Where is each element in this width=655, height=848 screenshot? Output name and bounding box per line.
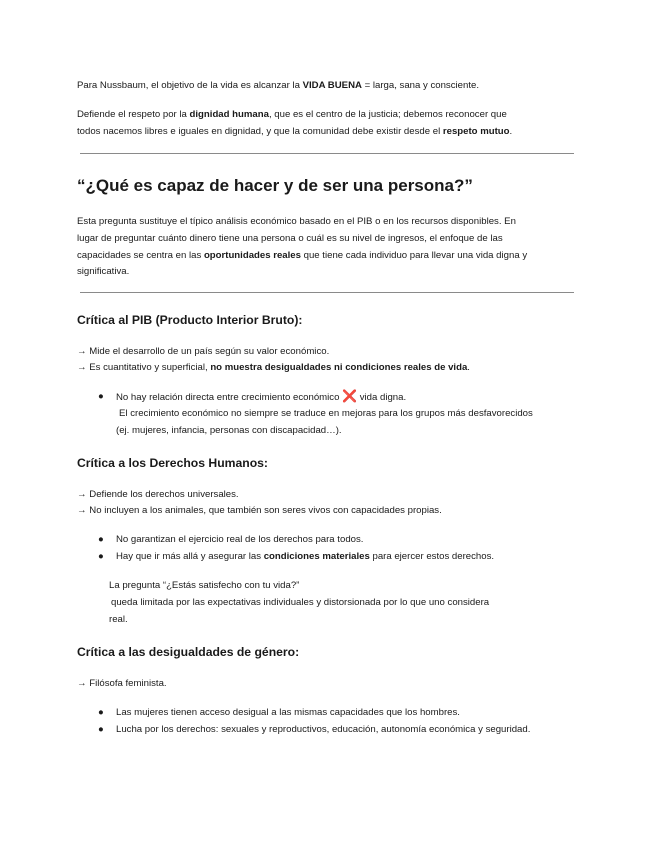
bullet-icon: ● xyxy=(98,724,104,735)
bold-respeto-mutuo: respeto mutuo xyxy=(442,126,510,137)
bold-condiciones-materiales: condiciones materiales xyxy=(263,551,370,562)
text: → Es cuantitativo y superficial, xyxy=(77,362,211,373)
bold-dignidad-humana: dignidad humana xyxy=(189,109,269,120)
text: No hay relación directa entre crecimiento económico xyxy=(116,392,343,403)
bold-no-muestra: no muestra desigualdades ni condiciones reales de vida xyxy=(210,362,468,373)
pib-arrow-1: → Mide el desarrollo de un país según su valor económico. xyxy=(77,346,330,357)
ddhh-arrow-2: → No incluyen a los animales, que también son seres vivos con capacidades propias. xyxy=(77,505,442,516)
question-line-2: lugar de preguntar cuánto dinero tiene una persona o cuál es su nivel de ingresos, el enfoque de las xyxy=(77,233,503,244)
ddhh-note-line-2: queda limitada por las expectativas individuales y distorsionada por lo que uno considera xyxy=(111,597,490,608)
ddhh-note-line-1: La pregunta “¿Estás satisfecho con tu vida?” xyxy=(109,580,300,591)
text: capacidades se centra en las xyxy=(77,250,204,261)
ddhh-heading: Crítica a los Derechos Humanos: xyxy=(77,456,268,470)
question-line-1: Esta pregunta sustituye el típico análisis económico basado en el PIB o en los recursos disponibles. En xyxy=(77,216,516,227)
text: vida digna. xyxy=(357,392,407,403)
question-heading: “¿Qué es capaz de hacer y de ser una persona?” xyxy=(77,176,473,195)
text: Hay que ir más allá y asegurar las xyxy=(116,551,264,562)
ddhh-note-line-3: real. xyxy=(109,614,128,625)
genero-bullet-2: Lucha por los derechos: sexuales y reproductivos, educación, autonomía económica y seguridad. xyxy=(116,724,531,735)
cross-mark-icon: ❌ xyxy=(342,389,358,403)
bullet-icon: ● xyxy=(98,391,104,402)
text: que tiene cada individuo para llevar una vida digna y xyxy=(300,250,528,261)
question-line-3 xyxy=(77,248,527,263)
bullet-icon: ● xyxy=(98,551,104,562)
text: todos nacemos libres e iguales en dignidad, y que la comunidad debe existir desde el xyxy=(77,126,443,137)
pib-bullet-line-1 xyxy=(116,389,406,405)
bullet-icon: ● xyxy=(98,707,104,718)
bullet-icon: ● xyxy=(98,534,104,545)
text: para ejercer estos derechos. xyxy=(369,551,495,562)
question-line-4: significativa. xyxy=(77,266,130,277)
pib-arrow-2 xyxy=(77,360,470,375)
pib-bullet-line-2: El crecimiento económico no siempre se traduce en mejoras para los grupos más desfavorecidos xyxy=(119,408,533,419)
text: . xyxy=(509,126,513,137)
divider xyxy=(80,292,574,293)
text: = larga, sana y consciente. xyxy=(361,80,479,91)
ddhh-arrow-1: → Defiende los derechos universales. xyxy=(77,489,239,500)
text: Defiende el respeto por la xyxy=(77,109,190,120)
pib-heading: Crítica al PIB (Producto Interior Bruto): xyxy=(77,313,303,327)
text: . xyxy=(467,362,470,373)
genero-heading: Crítica a las desigualdades de género: xyxy=(77,645,300,659)
divider xyxy=(80,153,574,154)
bold-oportunidades-reales: oportunidades reales xyxy=(203,250,301,261)
bold-vida-buena: VIDA BUENA xyxy=(302,80,362,91)
text: Para Nussbaum, el objetivo de la vida es alcanzar la xyxy=(77,80,303,91)
intro-paragraph-1 xyxy=(77,78,479,93)
intro-paragraph-2-line-2 xyxy=(77,124,512,139)
genero-bullet-1: Las mujeres tienen acceso desigual a las mismas capacidades que los hombres. xyxy=(116,707,460,718)
text: , que es el centro de la justicia; debemos reconocer que xyxy=(268,109,507,120)
intro-paragraph-2-line-1 xyxy=(77,107,507,122)
pib-bullet-line-3: (ej. mujeres, infancia, personas con discapacidad…). xyxy=(116,425,342,436)
ddhh-bullet-2 xyxy=(116,549,494,564)
genero-arrow-1: → Filósofa feminista. xyxy=(77,678,167,689)
ddhh-bullet-1: No garantizan el ejercicio real de los derechos para todos. xyxy=(116,534,364,545)
